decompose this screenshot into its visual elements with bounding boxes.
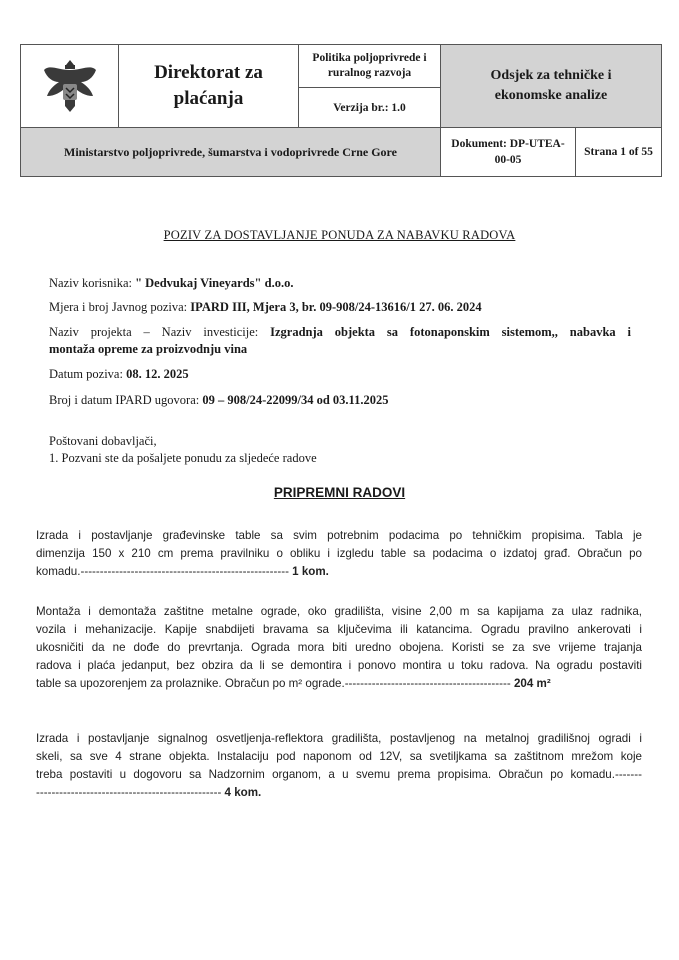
work-item-paragraph: Montaža i demontaža zaštitne metalne ograde, oko gradilišta, visine 2,00 m sa kapijama za ulaz radnika, vozila i mehanizacije. Kapije snabdijeti bravama sa ključevima ili katancima. Ogradu pravilno ankerovati i ukosničiti da ne dođe do prevrtanja. Ograda mora biti uredno obojena. Koristi se za sve vrijeme trajanja radova i plaća jedanput, bez obzira da li se demontira i ponovo montira u toku radova. Na ogradu postaviti table sa upozorenjem za prolaznike. Obračun po m² ograde.------------------------------------------- 204 m² <box>36 605 642 690</box>
field-datum: Datum poziva: 08. 12. 2025 <box>49 367 189 381</box>
ministry-cell: Ministarstvo poljoprivrede, šumarstva i vodoprivrede Crne Gore <box>21 128 441 176</box>
document-id-cell: Dokument: DP-UTEA-00-05 <box>441 128 576 176</box>
field-korisnik: Naziv korisnika: " Dedvukaj Vineyards" d.o.o. <box>49 276 294 290</box>
logo-cell <box>21 45 119 128</box>
work-item-paragraph: Izrada i postavljanje građevinske table sa svim potrebnim podacima po tehničkim propisima. Tabla je dimenzija 150 x 210 cm prema pravilniku o obliku i izgledu table sa podacima o izdatoj građ. Obračun po komadu.------------------------------------------------------ 1 kom. <box>36 529 642 578</box>
document-title: POZIV ZA DOSTAVLJANJE PONUDA ZA NABAVKU RADOVA <box>163 228 516 242</box>
field-javni-poziv: Mjera i broj Javnog poziva: IPARD III, Mjera 3, br. 09-908/24-13616/1 27. 06. 2024 <box>49 300 482 314</box>
page-number-cell: Strana 1 of 55 <box>584 146 653 158</box>
list-item-1: 1. Pozvani ste da pošaljete ponudu za sljedeće radove <box>49 451 317 465</box>
org-title: Direktorat za plaćanja <box>119 45 299 128</box>
field-ugovor: Broj i datum IPARD ugovora: 09 – 908/24-22099/34 od 03.11.2025 <box>49 393 389 407</box>
department-cell: Odsjek za tehničke i ekonomske analize <box>441 45 661 128</box>
version-cell: Verzija br.: 1.0 <box>299 88 441 128</box>
document-header <box>20 44 662 177</box>
policy-cell: Politika poljoprivrede i ruralnog razvoja <box>299 45 441 88</box>
coat-of-arms-icon <box>41 56 99 116</box>
work-item-paragraph: Izrada i postavljanje signalnog osvetljenja-reflektora gradilišta, postavljenog na metalnoj gradilišnoj ogradi i skeli, sa sve 4 strane objekta. Instalaciju pod naponom od 12V, sa svetiljkama sa zaštitnom mrežom koje treba postaviti u dogovoru sa Nadzornim organom, a u svemu prema propisima. Obračun po komadu.------- ------------------------------------------------ 4 kom. <box>36 732 642 799</box>
greeting: Poštovani dobavljači, <box>49 434 157 448</box>
section-title: PRIPREMNI RADOVI <box>273 485 406 500</box>
field-projekt-cont: montaža opreme za proizvodnju vina <box>49 342 248 356</box>
field-projekt: Naziv projekta – Naziv investicije: Izgradnja objekta sa fotonaponskim sistemom,, nabavka i <box>49 325 631 339</box>
